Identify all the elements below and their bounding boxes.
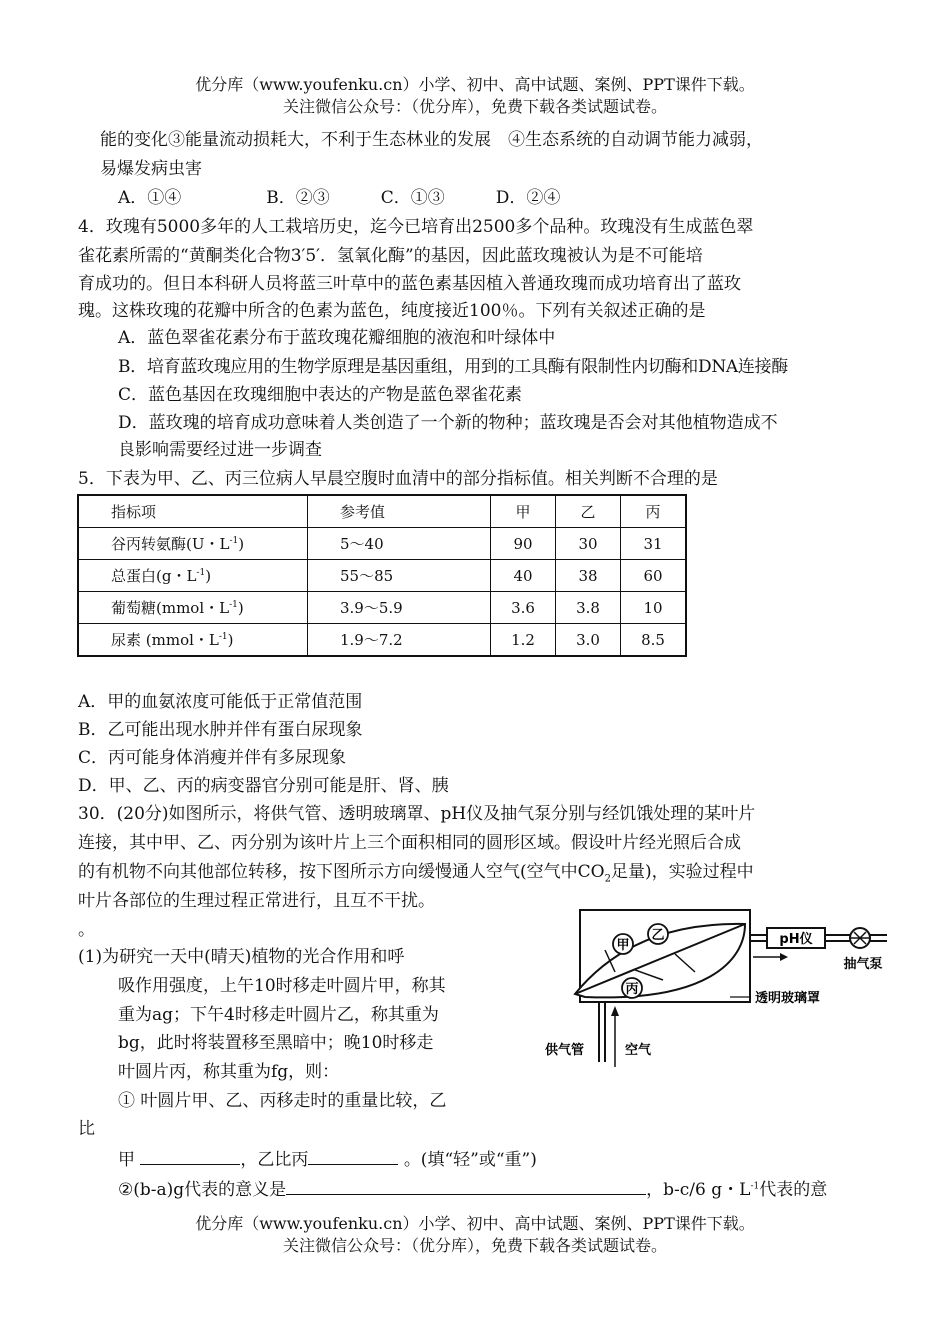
answer-blank-3[interactable] <box>286 1176 646 1195</box>
table-row <box>78 624 686 657</box>
q30-stem-line-4: 叶片各部位的生理过程正常进行，且互不干扰。 <box>78 891 435 911</box>
supply-pipe-label: 供气管 <box>545 1043 585 1058</box>
q4-stem-line-1: 4．玫瑰有5000多年的人工栽培历史，迄今已培育出2500多个品种。玫瑰没有生成蓝色翠 <box>78 217 754 237</box>
q30-part1-line-6: ① 叶圆片甲、乙、丙移走时的重量比较，乙 <box>118 1091 447 1111</box>
table-row <box>78 560 686 592</box>
q4-option-b: B．培育蓝玫瑰应用的生物学原理是基因重组，用到的工具酶有限制性内切酶和DNA连接酶 <box>118 357 788 377</box>
q4-stem-line-4: 瑰。这株玫瑰的花瓣中所含的色素为蓝色，纯度接近100％。下列有关叙述正确的是 <box>78 301 706 321</box>
row-value-bing: 60 <box>621 560 687 592</box>
q3-continuation-2: 易爆发病虫害 <box>100 159 202 179</box>
footer-line-2: 关注微信公众号：（优分库），免费下载各类试题试卷。 <box>282 1236 667 1255</box>
q4-stem-line-3: 育成功的。但日本科研人员将蓝三叶草中的蓝色素基因植入普通玫瑰而成功培育出了蓝玫 <box>78 274 741 294</box>
q30-part1-line-2: 吸作用强度，上午10时移走叶圆片甲，称其 <box>118 976 446 996</box>
q30-stem-line-1: 30．(20分)如图所示，将供气管、透明玻璃罩、pH仪及抽气泵分别与经饥饿处理的某叶片 <box>78 804 756 824</box>
row-value-jia: 90 <box>491 528 556 560</box>
q5-option-a: A．甲的血氨浓度可能低于正常值范围 <box>78 692 363 712</box>
leaf-apparatus-diagram <box>545 902 905 1072</box>
row-name: 谷丙转氨酶(U・$L^{-1}$) <box>78 528 308 560</box>
row-reference: 1.9～7.2 <box>308 624 491 657</box>
q4-option-d-line-2: 良影响需要经过进一步调查 <box>118 440 322 460</box>
row-reference: 3.9～5.9 <box>308 592 491 624</box>
q30-part1-line-4: bg，此时将装置移至黑暗中；晚10时移走 <box>118 1033 434 1053</box>
air-label: 空气 <box>625 1043 652 1058</box>
air-arrow-head <box>611 1006 619 1016</box>
q30-part2-line-1: ②(b-a)g代表的意义是 ，b-c/6 g・$L^{-1}$代表的意 <box>118 1176 827 1202</box>
table-header-row <box>78 495 686 528</box>
table-row <box>78 528 686 560</box>
header-cell-jia: 甲 <box>491 495 556 528</box>
row-value-yi: 3.8 <box>556 592 621 624</box>
pump-label: 抽气泵 <box>843 957 883 972</box>
q4-option-a: A．蓝色翠雀花素分布于蓝玫瑰花瓣细胞的液泡和叶绿体中 <box>118 328 556 348</box>
ph-meter-label: pH仪 <box>779 932 813 947</box>
header-cell-index: 指标项 <box>78 495 308 528</box>
answer-blank-2[interactable] <box>308 1146 398 1165</box>
row-name: 尿素 (mmol・$L^{-1}$) <box>78 624 308 657</box>
row-value-jia: 1.2 <box>491 624 556 657</box>
row-value-bing: 31 <box>621 528 687 560</box>
answer-blank-1[interactable] <box>140 1146 240 1165</box>
flow-arrow-head <box>780 953 788 961</box>
q5-stem: 5．下表为甲、乙、丙三位病人早晨空腹时血清中的部分指标值。相关判断不合理的是 <box>78 469 718 489</box>
row-value-jia: 40 <box>491 560 556 592</box>
row-reference: 55～85 <box>308 560 491 592</box>
q5-option-d: D．甲、乙、丙的病变器官分别可能是肝、肾、胰 <box>78 776 449 796</box>
q30-part1-line-5: 叶圆片丙，称其重为fg，则： <box>118 1062 340 1082</box>
q30-part1-line-3: 重为ag；下午4时移走叶圆片乙，称其重为 <box>118 1005 439 1025</box>
header-cell-yi: 乙 <box>556 495 621 528</box>
q3-options: A．①④ B．②③ C．①③ D．②④ <box>118 188 561 208</box>
header-cell-bing: 丙 <box>621 495 687 528</box>
label-jia: 甲 <box>616 938 630 953</box>
row-name: 葡萄糖(mmol・$L^{-1}$) <box>78 592 308 624</box>
label-yi: 乙 <box>651 928 665 943</box>
q5-option-c: C．丙可能身体消瘦并伴有多尿现象 <box>78 748 347 768</box>
row-value-bing: 10 <box>621 592 687 624</box>
q30-part1-line-8: 甲 ，乙比丙 。(填“轻”或“重”) <box>118 1146 537 1172</box>
q4-stem-line-2: 雀花素所需的“黄酮类化合物3′5′．氢氧化酶”的基因，因此蓝玫瑰被认为是不可能培 <box>78 246 703 266</box>
row-value-jia: 3.6 <box>491 592 556 624</box>
label-bing: 丙 <box>625 982 639 997</box>
footer-line-1: 优分库（www.youfenku.cn）小学、初中、高中试题、案例、PPT课件下载。 <box>195 1214 755 1233</box>
q30-part1-line-1: (1)为研究一天中(晴天)植物的光合作用和呼 <box>78 947 405 967</box>
q30-part1-line-7: 比 <box>78 1119 95 1139</box>
header-cell-reference: 参考值 <box>308 495 491 528</box>
row-value-yi: 30 <box>556 528 621 560</box>
glass-cover-label: 透明玻璃罩 <box>755 991 821 1006</box>
row-value-yi: 3.0 <box>556 624 621 657</box>
q3-continuation-1: 能的变化③能量流动损耗大，不利于生态林业的发展 ④生态系统的自动调节能力减弱， <box>100 130 763 150</box>
row-reference: 5～40 <box>308 528 491 560</box>
q4-option-d-line-1: D．蓝玫瑰的培育成功意味着人类创造了一个新的物种；蓝玫瑰是否会对其他植物造成不 <box>118 413 778 433</box>
row-value-yi: 38 <box>556 560 621 592</box>
header-line-1: 优分库（www.youfenku.cn）小学、初中、高中试题、案例、PPT课件下载。 <box>195 75 755 94</box>
q4-option-c: C．蓝色基因在玫瑰细胞中表达的产物是蓝色翠雀花素 <box>118 385 523 405</box>
table-row <box>78 592 686 624</box>
blood-index-table <box>77 494 687 657</box>
q5-option-b: B．乙可能出现水肿并伴有蛋白尿现象 <box>78 720 363 740</box>
q30-stem-line-3: 的有机物不向其他部位转移，按下图所示方向缓慢通人空气(空气中$CO_2$足量)，实验过程中 <box>78 862 754 885</box>
header-line-2: 关注微信公众号：（优分库），免费下载各类试题试卷。 <box>282 97 667 116</box>
q30-stem-line-2: 连接，其中甲、乙、丙分别为该叶片上三个面积相同的圆形区域。假设叶片经光照后合成 <box>78 833 741 853</box>
q30-stem-line-5: 。 <box>78 920 95 940</box>
row-value-bing: 8.5 <box>621 624 687 657</box>
row-name: 总蛋白(g・$L^{-1}$) <box>78 560 308 592</box>
